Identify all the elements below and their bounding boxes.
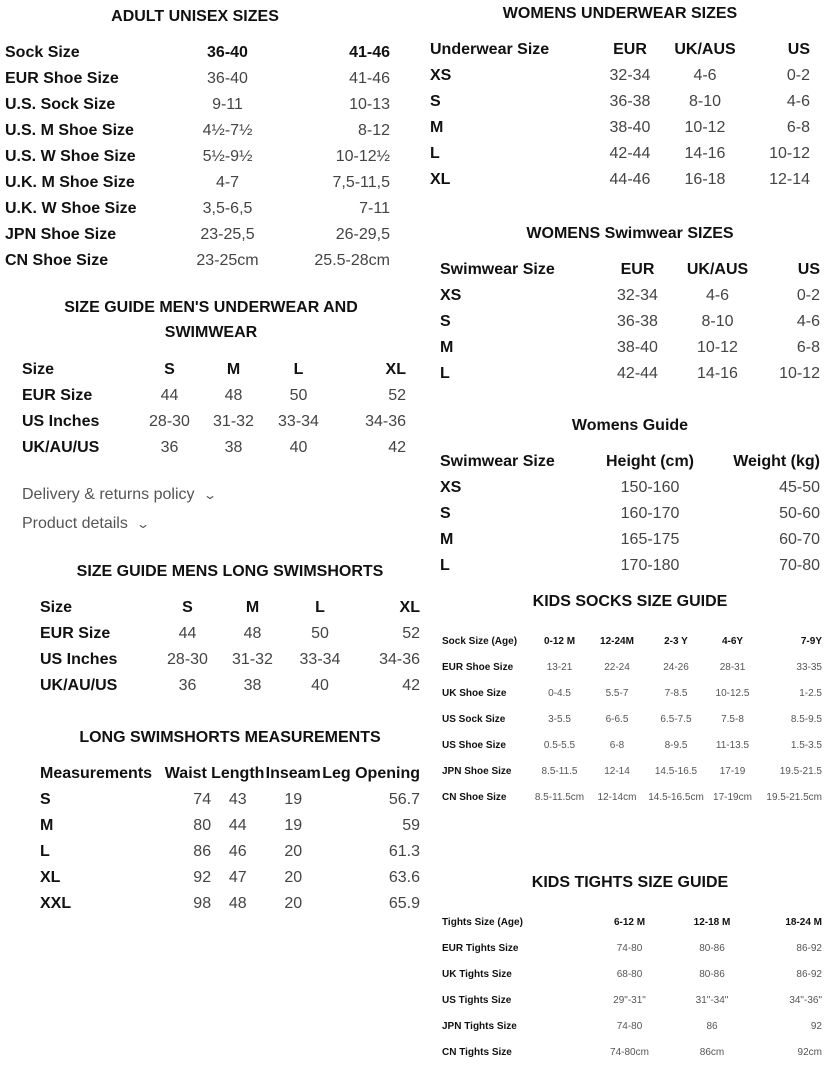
- table-row: [40, 595, 420, 621]
- cell: 13-21: [546, 661, 573, 673]
- table-row: [5, 144, 390, 170]
- row-label: Sock Size: [5, 44, 80, 61]
- women-swim-title: WOMENS Swimwear SIZES: [526, 225, 734, 242]
- table-row: [440, 449, 820, 475]
- cell: 92cm: [797, 1046, 822, 1058]
- cell: 26-29,5: [335, 226, 390, 243]
- row-label: XL: [40, 869, 61, 886]
- cell: 36-40: [207, 70, 248, 87]
- table-row: [5, 170, 390, 196]
- cell: 6-8: [786, 119, 810, 136]
- table-row: [440, 361, 820, 387]
- cell: 80-86: [699, 942, 725, 954]
- cell: 19: [284, 817, 303, 834]
- table-row: [40, 865, 420, 891]
- cell: 14-16: [684, 145, 726, 162]
- row-label: EUR Shoe Size: [442, 661, 514, 673]
- table-row: [440, 257, 820, 283]
- row-label: L: [40, 843, 50, 860]
- cell: Inseam: [265, 765, 321, 782]
- cell: 25.5-28cm: [314, 252, 390, 269]
- men-underwear-title: SIZE GUIDE MEN'S UNDERWEAR AND: [64, 299, 358, 316]
- cell: 74-80: [616, 1020, 643, 1032]
- cell: XL: [385, 361, 406, 378]
- kids-socks-table: [442, 628, 822, 810]
- row-label: CN Shoe Size: [442, 791, 507, 803]
- cell: 14-16: [697, 365, 738, 382]
- table-row: [442, 784, 822, 810]
- table-row: [442, 1039, 822, 1065]
- cell: 165-175: [620, 531, 680, 548]
- cell: 0-2: [786, 67, 810, 84]
- row-label: US Inches: [40, 651, 118, 668]
- row-label: U.S. M Shoe Size: [5, 122, 134, 139]
- table-row: [40, 621, 420, 647]
- kids-tights-title: KIDS TIGHTS SIZE GUIDE: [531, 874, 729, 891]
- cell: M: [226, 361, 241, 378]
- cell: 34"-36": [789, 994, 822, 1006]
- cell: 59: [402, 817, 420, 834]
- cell: 5½-9½: [202, 148, 253, 165]
- cell: 1.5-3.5: [790, 739, 822, 751]
- cell: 80: [193, 817, 212, 834]
- cell: 38: [224, 439, 243, 456]
- cell: 7-8.5: [664, 687, 688, 699]
- cell: 4½-7½: [202, 122, 253, 139]
- cell: 28-31: [719, 661, 746, 673]
- cell: 1-2.5: [799, 687, 822, 699]
- cell: 8.5-9.5: [790, 713, 822, 725]
- cell: 16-18: [684, 171, 726, 188]
- cell: 61.3: [388, 843, 420, 860]
- cell: 52: [388, 387, 406, 404]
- cell: 18-24 M: [785, 916, 822, 928]
- table-row: [5, 248, 390, 274]
- cell: 47: [228, 869, 247, 886]
- cell: 22-24: [604, 661, 630, 673]
- cell: 8-10: [688, 93, 722, 110]
- table-row: [430, 37, 810, 63]
- cell: 4-6: [705, 287, 730, 304]
- row-label: U.S. Sock Size: [5, 96, 116, 113]
- cell: 40: [289, 439, 308, 456]
- cell: 31-32: [232, 651, 273, 668]
- table-row: [5, 222, 390, 248]
- table-row: [40, 761, 420, 787]
- table-row: [40, 891, 420, 917]
- row-label: UK/AU/US: [22, 439, 100, 456]
- cell: 98: [193, 895, 212, 912]
- cell: 33-35: [796, 661, 822, 673]
- cell: 7,5-11,5: [332, 174, 390, 191]
- cell: 20: [284, 869, 303, 886]
- cell: 40: [311, 677, 329, 694]
- cell: 50: [289, 387, 308, 404]
- cell: 14.5-16.5: [654, 765, 698, 777]
- cell: 33-34: [278, 413, 319, 430]
- table-row: [440, 283, 820, 309]
- delivery-returns-label: Delivery & returns policy: [22, 486, 195, 503]
- cell: 9-11: [212, 96, 243, 113]
- cell: S: [164, 361, 175, 378]
- cell: 65.9: [388, 895, 420, 912]
- table-row: [430, 63, 810, 89]
- delivery-returns-link[interactable]: [22, 486, 215, 504]
- row-label: S: [430, 93, 441, 110]
- table-row: [440, 527, 820, 553]
- table-row: [430, 115, 810, 141]
- cell: 50: [311, 625, 329, 642]
- cell: 7-9Y: [800, 635, 822, 647]
- row-label: UK Shoe Size: [442, 687, 507, 699]
- cell: 6-12 M: [613, 916, 646, 928]
- cell: 10-12.5: [715, 687, 750, 699]
- cell: S: [182, 599, 193, 616]
- row-label: XL: [430, 171, 451, 188]
- row-label: XS: [430, 67, 452, 84]
- row-label: EUR Size: [40, 625, 111, 642]
- row-label: US Inches: [22, 413, 100, 430]
- row-label: JPN Shoe Size: [5, 226, 117, 243]
- swimshorts-table: [40, 595, 420, 699]
- row-label: Underwear Size: [430, 41, 550, 58]
- row-label: US Tights Size: [442, 994, 512, 1006]
- cell: 0-4.5: [548, 687, 571, 699]
- cell: 42-44: [609, 145, 651, 162]
- cell: 10-12: [769, 145, 810, 162]
- row-label: M: [440, 531, 454, 548]
- cell: UK/AUS: [686, 261, 749, 278]
- cell: 44: [160, 387, 179, 404]
- cell: 33-34: [299, 651, 341, 668]
- table-row: [440, 335, 820, 361]
- row-label: CN Tights Size: [442, 1046, 512, 1058]
- cell: L: [293, 361, 304, 378]
- row-label: S: [440, 505, 451, 522]
- cell: 0-12 M: [543, 635, 576, 647]
- kids-socks-title: KIDS SOCKS SIZE GUIDE: [532, 593, 728, 610]
- row-label: U.K. W Shoe Size: [5, 200, 137, 217]
- cell: 42-44: [617, 365, 658, 382]
- cell: 42: [388, 439, 406, 456]
- cell: 0.5-5.5: [543, 739, 576, 751]
- cell: 31-32: [213, 413, 254, 430]
- cell: 7-11: [359, 200, 390, 217]
- cell: 6-8: [796, 339, 820, 356]
- cell: 150-160: [620, 479, 680, 496]
- cell: 86: [193, 843, 212, 860]
- cell: 6-6.5: [605, 713, 629, 725]
- cell: 46: [228, 843, 247, 860]
- cell: 32-34: [617, 287, 658, 304]
- cell: 29"-31": [613, 994, 646, 1006]
- womens-guide-table: [440, 449, 820, 579]
- cell: 6-8: [609, 739, 625, 751]
- row-label: Size: [22, 361, 55, 378]
- cell: 45-50: [779, 479, 820, 496]
- cell: 92: [193, 869, 212, 886]
- cell: 170-180: [620, 557, 680, 574]
- cell: 12-14: [604, 765, 630, 777]
- cell: 63.6: [388, 869, 420, 886]
- cell: UK/AUS: [674, 41, 736, 58]
- chevron-down-icon: ⌄: [135, 517, 150, 531]
- cell: 38-40: [609, 119, 651, 136]
- cell: 34-36: [379, 651, 420, 668]
- cell: 44: [228, 817, 247, 834]
- row-label: EUR Size: [22, 387, 93, 404]
- cell: 48: [224, 387, 243, 404]
- cell: 19.5-21.5cm: [766, 791, 822, 803]
- cell: 42: [402, 677, 420, 694]
- adult-sizes-title: ADULT UNISEX SIZES: [111, 8, 279, 25]
- table-row: [40, 787, 420, 813]
- table-row: [22, 357, 406, 383]
- cell: 41-46: [349, 70, 390, 87]
- cell: Height (cm): [606, 453, 694, 470]
- row-label: JPN Tights Size: [442, 1020, 517, 1032]
- table-row: [442, 1013, 822, 1039]
- womens-guide-title: Womens Guide: [571, 417, 689, 434]
- row-label: S: [40, 791, 51, 808]
- cell: 74-80: [616, 942, 643, 954]
- row-label: XS: [440, 287, 462, 304]
- women-underwear-table: [430, 37, 810, 193]
- cell: 38: [243, 677, 262, 694]
- cell: EUR: [620, 261, 655, 278]
- cell: 86cm: [699, 1046, 725, 1058]
- chevron-down-icon: ⌄: [202, 488, 217, 502]
- row-label: US Sock Size: [442, 713, 506, 725]
- cell: 43: [228, 791, 247, 808]
- cell: 3-5.5: [548, 713, 571, 725]
- row-label: M: [430, 119, 444, 136]
- measurements-table: [40, 761, 420, 917]
- table-row: [430, 89, 810, 115]
- cell: 4-7: [215, 174, 240, 191]
- cell: 12-14cm: [597, 791, 637, 803]
- cell: 10-12: [684, 119, 726, 136]
- table-row: [442, 628, 822, 654]
- cell: 92: [810, 1020, 822, 1032]
- cell: 20: [284, 895, 303, 912]
- cell: 32-34: [609, 67, 651, 84]
- cell: 38-40: [617, 339, 658, 356]
- table-row: [442, 732, 822, 758]
- table-row: [442, 987, 822, 1013]
- product-details-link[interactable]: [22, 515, 148, 533]
- cell: 5.5-7: [605, 687, 629, 699]
- table-row: [442, 758, 822, 784]
- row-label: EUR Tights Size: [442, 942, 519, 954]
- cell: 6.5-7.5: [660, 713, 692, 725]
- table-row: [22, 409, 406, 435]
- table-row: [430, 141, 810, 167]
- cell: 2-3 Y: [664, 635, 688, 647]
- cell: 23-25,5: [200, 226, 255, 243]
- cell: 41-46: [349, 44, 390, 61]
- measurements-title: LONG SWIMSHORTS MEASUREMENTS: [79, 729, 381, 746]
- table-row: [442, 935, 822, 961]
- cell: Weight (kg): [733, 453, 820, 470]
- row-label: U.K. M Shoe Size: [5, 174, 135, 191]
- cell: 14.5-16.5cm: [648, 791, 704, 803]
- cell: 70-80: [779, 557, 820, 574]
- cell: 86-92: [796, 942, 822, 954]
- table-row: [440, 309, 820, 335]
- table-row: [442, 706, 822, 732]
- row-label: XXL: [40, 895, 72, 912]
- cell: 48: [228, 895, 247, 912]
- cell: 60-70: [779, 531, 820, 548]
- table-row: [442, 961, 822, 987]
- table-row: [5, 66, 390, 92]
- table-row: [430, 167, 810, 193]
- row-label: Swimwear Size: [440, 453, 555, 470]
- cell: US: [787, 41, 810, 58]
- row-label: Sock Size (Age): [442, 635, 518, 647]
- cell: 160-170: [620, 505, 680, 522]
- cell: 36-40: [207, 44, 248, 61]
- cell: 52: [402, 625, 420, 642]
- cell: 0-2: [796, 287, 820, 304]
- cell: 44: [178, 625, 197, 642]
- cell: 56.7: [388, 791, 420, 808]
- cell: 4-6Y: [721, 635, 744, 647]
- table-row: [5, 196, 390, 222]
- adult-sizes-table: [5, 40, 390, 274]
- cell: 36: [178, 677, 197, 694]
- row-label: M: [40, 817, 54, 834]
- row-label: EUR Shoe Size: [5, 70, 119, 87]
- cell: XL: [399, 599, 420, 616]
- cell: 34-36: [365, 413, 406, 430]
- cell: 8-10: [701, 313, 734, 330]
- cell: 28-30: [149, 413, 190, 430]
- cell: 19: [284, 791, 303, 808]
- row-label: UK Tights Size: [442, 968, 512, 980]
- cell: 74-80cm: [610, 1046, 649, 1058]
- table-row: [5, 118, 390, 144]
- table-row: [442, 909, 822, 935]
- swimshorts-title: SIZE GUIDE MENS LONG SWIMSHORTS: [76, 563, 384, 580]
- row-label: U.S. W Shoe Size: [5, 148, 136, 165]
- row-label: L: [440, 557, 450, 574]
- men-underwear-title-line2: SWIMWEAR: [164, 324, 258, 341]
- cell: 8-12: [357, 122, 390, 139]
- cell: 3,5-6,5: [202, 200, 253, 217]
- cell: 28-30: [167, 651, 208, 668]
- row-label: XS: [440, 479, 462, 496]
- cell: 86-92: [796, 968, 822, 980]
- table-row: [40, 673, 420, 699]
- row-label: CN Shoe Size: [5, 252, 109, 269]
- cell: 48: [243, 625, 262, 642]
- cell: Leg Opening: [322, 765, 420, 782]
- product-details-label: Product details: [22, 515, 128, 532]
- table-row: [440, 501, 820, 527]
- row-label: Tights Size (Age): [442, 916, 523, 928]
- table-row: [22, 435, 406, 461]
- table-row: [40, 839, 420, 865]
- cell: 80-86: [699, 968, 725, 980]
- cell: EUR: [613, 41, 647, 58]
- row-label: Measurements: [40, 765, 153, 782]
- row-label: M: [440, 339, 454, 356]
- cell: 4-6: [796, 313, 820, 330]
- cell: 10-12½: [335, 148, 390, 165]
- row-label: L: [440, 365, 450, 382]
- table-row: [440, 475, 820, 501]
- cell: US: [797, 261, 820, 278]
- cell: 31"-34": [695, 994, 729, 1006]
- cell: 10-12: [779, 365, 820, 382]
- cell: 36-38: [609, 93, 651, 110]
- cell: 36-38: [617, 313, 658, 330]
- table-row: [40, 813, 420, 839]
- cell: 12-18 M: [693, 916, 731, 928]
- cell: 4-6: [693, 67, 717, 84]
- cell: 8.5-11.5cm: [534, 791, 585, 803]
- table-row: [5, 40, 390, 66]
- cell: M: [245, 599, 260, 616]
- cell: 17-19: [719, 765, 746, 777]
- cell: Length: [211, 765, 265, 782]
- cell: 23-25cm: [196, 252, 259, 269]
- cell: 20: [284, 843, 303, 860]
- men-underwear-table: [22, 357, 406, 461]
- cell: 68-80: [616, 968, 643, 980]
- cell: 4-6: [786, 93, 810, 110]
- table-row: [40, 647, 420, 673]
- cell: 50-60: [779, 505, 820, 522]
- row-label: Size: [40, 599, 73, 616]
- cell: 8.5-11.5: [541, 765, 578, 777]
- table-row: [22, 383, 406, 409]
- cell: 36: [160, 439, 179, 456]
- cell: 7.5-8: [721, 713, 744, 725]
- cell: 17-19cm: [713, 791, 752, 803]
- cell: 11-13.5: [715, 739, 750, 751]
- row-label: UK/AU/US: [40, 677, 118, 694]
- table-row: [440, 553, 820, 579]
- cell: 74: [193, 791, 212, 808]
- kids-tights-table: [442, 909, 822, 1065]
- cell: Waist: [164, 765, 207, 782]
- row-label: US Shoe Size: [442, 739, 506, 751]
- cell: 86: [706, 1020, 718, 1032]
- cell: 10-13: [349, 96, 390, 113]
- cell: 8-9.5: [664, 739, 688, 751]
- row-label: JPN Shoe Size: [442, 765, 512, 777]
- row-label: L: [430, 145, 440, 162]
- women-swim-table: [440, 257, 820, 387]
- cell: L: [315, 599, 325, 616]
- cell: 24-26: [663, 661, 689, 673]
- table-row: [442, 680, 822, 706]
- table-row: [5, 92, 390, 118]
- table-row: [442, 654, 822, 680]
- cell: 12-14: [769, 171, 810, 188]
- row-label: Swimwear Size: [440, 261, 555, 278]
- cell: 19.5-21.5: [779, 765, 822, 777]
- women-underwear-title: WOMENS UNDERWEAR SIZES: [502, 5, 738, 22]
- row-label: S: [440, 313, 451, 330]
- cell: 12-24M: [600, 635, 634, 647]
- cell: 44-46: [609, 171, 651, 188]
- cell: 10-12: [697, 339, 738, 356]
